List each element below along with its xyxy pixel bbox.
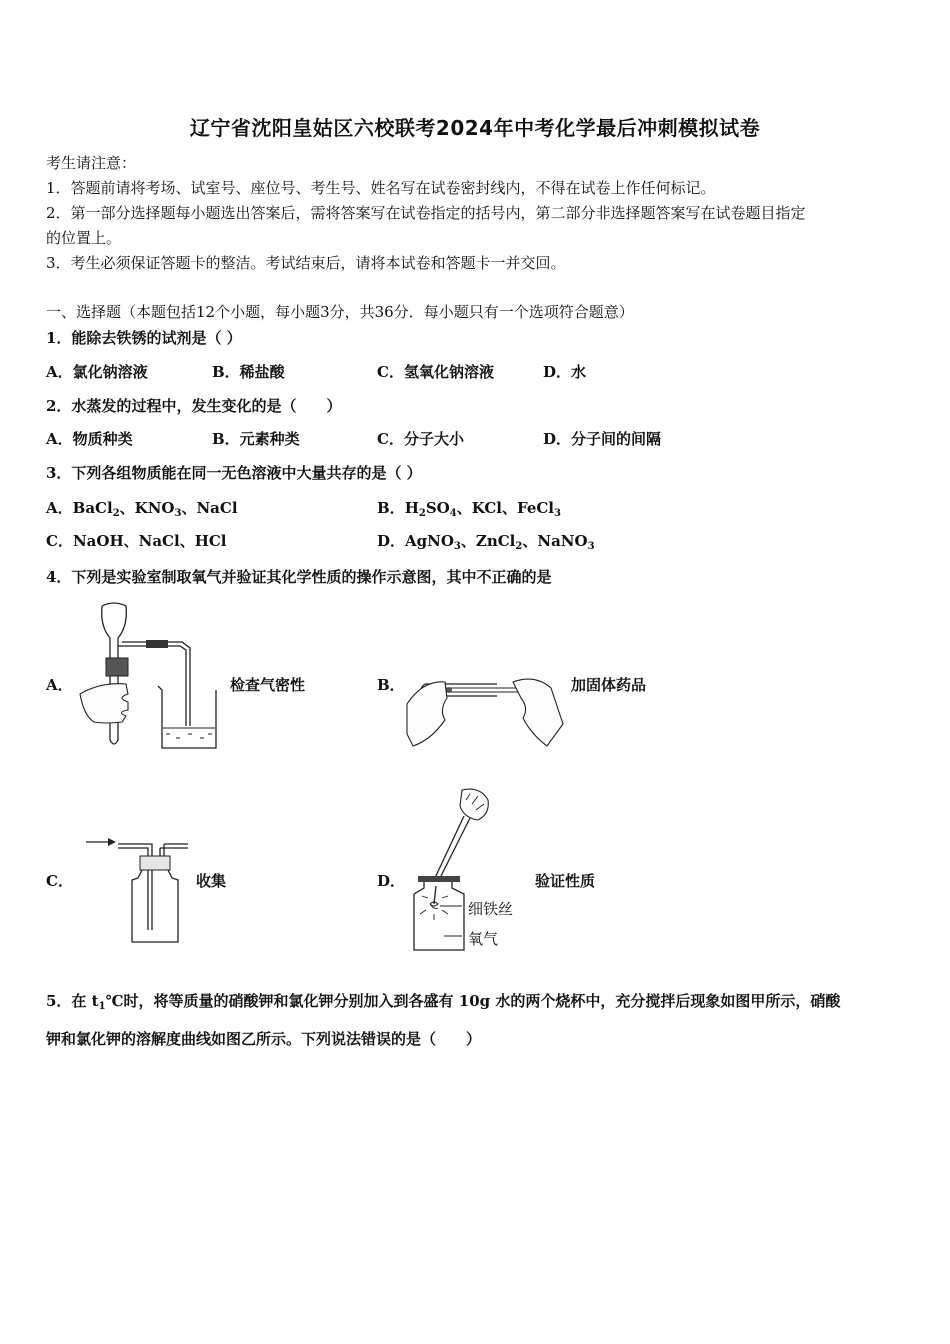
q2-option-c: C．分子大小	[377, 430, 464, 448]
section-header: 一、选择题（本题包括12个小题，每小题3分，共36分．每小题只有一个选项符合题意）	[46, 303, 634, 321]
figure-d-label-oxygen: 氧气	[468, 930, 499, 948]
figure-d-label-iron-wire: 细铁丝	[468, 900, 514, 918]
q3-option-d: D．AgNO$_3$、ZnCl$_2$、NaNO$_3$	[377, 532, 595, 552]
q4-option-a-caption: 检查气密性	[230, 676, 306, 694]
q1-option-b: B．稀盐酸	[212, 363, 285, 381]
q4-option-c-label: C．	[46, 872, 73, 890]
q2-option-b: B．元素种类	[212, 430, 300, 448]
q4-option-b-caption: 加固体药品	[571, 676, 647, 694]
q4-option-d-label: D．	[377, 872, 406, 890]
notice-item-2: 2．第一部分选择题每小题选出答案后，需将答案写在试卷指定的括号内，第二部分非选择题答案写在试卷题目指定	[46, 204, 806, 222]
q2-option-a: A．物质种类	[46, 430, 133, 448]
q4-option-d-caption: 验证性质	[535, 872, 596, 890]
notice-item-1: 1．答题前请将考场、试室号、座位号、考生号、姓名写在试卷密封线内，不得在试卷上作任何标记。	[46, 179, 716, 197]
q3-option-c: C．NaOH、NaCl、HCl	[46, 532, 227, 550]
q3-stem: 3．下列各组物质能在同一无色溶液中大量共存的是（ ）	[46, 464, 422, 482]
figure-adding-solid	[405, 664, 565, 750]
q5-stem-line-2: 钾和氯化钾的溶解度曲线如图乙所示。下列说法错误的是（ ）	[46, 1030, 482, 1048]
q1-option-a: A．氯化钠溶液	[46, 363, 148, 381]
notice-header: 考生请注意：	[46, 154, 137, 172]
q4-option-a-label: A．	[46, 676, 73, 694]
q1-option-d: D．水	[543, 363, 587, 381]
q2-option-d: D．分子间的间隔	[543, 430, 662, 448]
q4-stem: 4．下列是实验室制取氧气并验证其化学性质的操作示意图，其中不正确的是	[46, 568, 552, 586]
notice-item-3: 3．考生必须保证答题卡的整洁。考试结束后，请将本试卷和答题卡一并交回。	[46, 254, 566, 272]
q1-stem: 1．能除去铁锈的试剂是（ ）	[46, 329, 242, 347]
q4-option-c-caption: 收集	[196, 872, 227, 890]
page-title: 辽宁省沈阳皇姑区六校联考2024年中考化学最后冲刺模拟试卷	[189, 116, 761, 140]
q3-option-a: A．BaCl$_2$、$KNO_3$、NaCl	[46, 499, 238, 519]
notice-item-2-cont: 的位置上。	[46, 229, 122, 247]
figure-airtightness-check	[70, 598, 220, 753]
q3-option-b: B．$H_2SO_4$、KCl、FeCl$_3$	[377, 499, 561, 519]
q2-stem: 2．水蒸发的过程中，发生变化的是（ ）	[46, 397, 342, 415]
figure-gas-collection	[82, 830, 192, 948]
q5-stem-line-1: 5．在 $t_1℃$时，将等质量的硝酸钾和氯化钾分别加入到各盛有 10g 水的两个烧杯中，充分搅拌后现象如图甲所示，硝酸	[46, 992, 841, 1012]
q1-option-c: C．氢氧化钠溶液	[377, 363, 494, 381]
q4-option-b-label: B．	[377, 676, 405, 694]
